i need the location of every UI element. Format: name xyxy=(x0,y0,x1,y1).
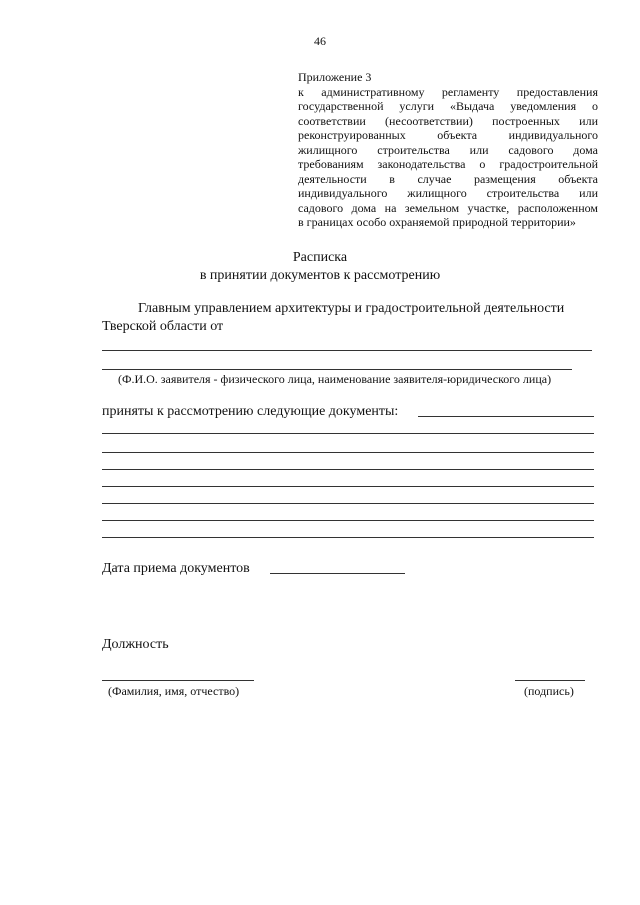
documents-line[interactable] xyxy=(102,537,594,538)
document-subtitle: в принятии документов к рассмотрению xyxy=(199,268,441,283)
signature-caption: (подпись) xyxy=(524,684,574,698)
documents-line[interactable] xyxy=(102,503,594,504)
fio-caption: (Фамилия, имя, отчество) xyxy=(108,684,240,698)
fio-line[interactable] xyxy=(102,680,254,681)
documents-line[interactable] xyxy=(102,452,594,453)
intro-line-1: Главным управлением архитектуры и градостроительной деятельности xyxy=(138,301,565,316)
appendix-line: требованиям законодательства о градостроительной xyxy=(298,157,598,171)
date-line[interactable] xyxy=(270,573,405,574)
documents-line[interactable] xyxy=(102,486,594,487)
document-title: Расписка xyxy=(292,250,348,265)
appendix-line: к административному регламенту предоставления xyxy=(298,84,598,99)
appendix-line: реконструированных объекта индивидуального xyxy=(298,128,598,142)
signature-line[interactable] xyxy=(515,680,585,681)
appendix-line: жилищного строительства или садового дома xyxy=(298,142,598,157)
appendix-block xyxy=(298,70,598,230)
documents-line[interactable] xyxy=(102,469,594,470)
applicant-name-line[interactable] xyxy=(102,369,572,370)
documents-line[interactable] xyxy=(102,520,594,521)
appendix-line: соответствии (несоответствии) построенных или xyxy=(298,113,598,128)
documents-line[interactable] xyxy=(102,433,594,434)
appendix-line: государственной услуги «Выдача уведомления о xyxy=(298,99,598,113)
appendix-line: в границах особо охраняемой природной территории» xyxy=(298,215,576,229)
date-label: Дата приема документов xyxy=(102,561,250,576)
accepted-documents-label: приняты к рассмотрению следующие документы: xyxy=(102,404,399,419)
appendix-line: деятельности в случае размещения объекта xyxy=(298,171,598,186)
documents-line[interactable] xyxy=(418,416,594,417)
appendix-line: садового дома на земельном участке, расположенном xyxy=(298,200,598,215)
appendix-line: индивидуального жилищного строительства или xyxy=(298,186,598,200)
page-number: 46 xyxy=(314,34,326,48)
intro-line-2: Тверской области от xyxy=(102,319,224,334)
position-label: Должность xyxy=(102,637,169,652)
applicant-caption: (Ф.И.О. заявителя - физического лица, наименование заявителя-юридического лица) xyxy=(118,372,552,386)
appendix-line: Приложение 3 xyxy=(298,70,372,84)
applicant-name-line[interactable] xyxy=(102,350,592,351)
